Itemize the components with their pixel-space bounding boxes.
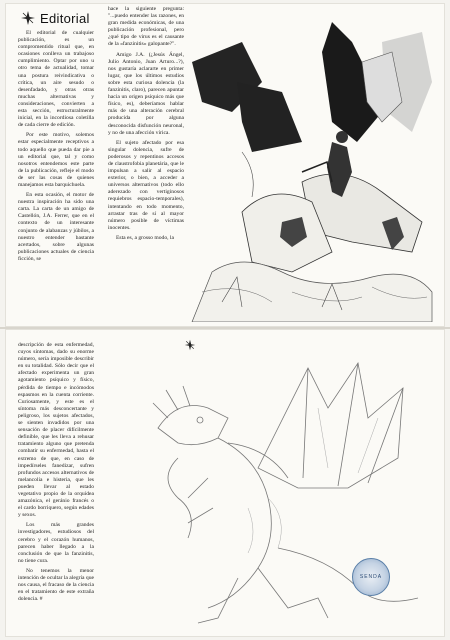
dragon-illustration: [118, 348, 438, 632]
paragraph: descripción de esta enfermedad, cuyos síntomas, dado su enorme número, sería imposible describir en su totalidad. Sólo decir que el afectado experimenta un gran agotamiento psíquico y físico, pérdida de tiempo e incómodos espasmos en la cuenta corriente. Curiosamente, y este es el síntoma más desconcertante y peligroso, los sujetos afectados, se sienten invadidos por una sensación de placer difícilmente definible, que les lleva a rehusar tratamiento alguno que pretenda combatir su enfermedad, hasta el extremo de que, en caso de impedírseles fanedizar, sufren profundos accesos alternativos de melancolía e histeria, que les pueden llevar al estado vegetativo propio de la orquídea amazónica, el geránio francés o el cardo borriquero, según edades y sexos.: [18, 342, 94, 519]
paragraph: Los más grandes investigadores, estudiosos del cerebro y el corazón humanos, parecen haber llegado a la conclusión de que la fanzinitis, no tiene cura.: [18, 522, 94, 564]
paragraph: No tenemos la menor intención de ocultar la alegría que nos causa, el fracaso de la ciencia en el tratamiento de este extraña dolencia. #: [18, 567, 94, 603]
editorial-column-3: [18, 342, 94, 606]
warriors-illustration: [182, 22, 438, 322]
paragraph: El editorial de cualquier publicación, es un compromentido ritual que, en ocasiones conlleva un trabajoso cumplimiento. Optar por uno u otro tema de actualidad, tomar una postura reivindicativa o crítica, un aire sesudo o desenfadado, y otras otras muchas alternativas y consideraciones, convierten a esta sección, estructuralmente inicial, en la incordiosa coletilla de cada cierre de edición.: [18, 30, 94, 129]
compass-logo-icon: [20, 10, 36, 26]
paragraph: Esta es, a grosso modo, la: [116, 234, 174, 241]
stamp-text: SENDA: [359, 574, 383, 580]
senda-stamp: [352, 558, 390, 596]
top-page: [6, 4, 444, 326]
paragraph: Amigo J.A. (¿Jesús Ángel, Julio Antonio, Juan Arturo...?), nos gustaría aclararte en primer lugar, que los últimos estudios sobre esta curiosa dolencia (la fanzinitis, claro), parecen apuntar hacia un origen psíquico más que físico, es), deberíamos hablar más de una alteración cerebral producida por alguna desconocida disfunción neuronal, y no de una afección vírica.: [108, 51, 184, 136]
paragraph: El sujeto afectado por esa singular dolencia, sufre de poderosos y repentinos accesos de claustrofobia planetária, que le impulsan a salir al espacio exterior, o bien, a acceder a universos alternativos (todo ello aderezado con vertiginosos requiebros espacio-temporales), intentando en todo momento, arrastar tras de sí al mayor número posible de víctimas inocentes.: [108, 139, 184, 231]
paragraph: En esta ocasión, el motor de nuestra inspiración ha sido una carta. La carta de un amigo de Castellón, J.A. Ferrer, que en el contexto de un interesante conjunto de alabanzas y júbilos, a nuestro entender bastante acertados, sobre algunas publicaciones actuales de ciencia ficción, se: [18, 192, 94, 262]
editorial-title: Editorial: [40, 10, 90, 26]
bottom-page: [6, 330, 444, 636]
editorial-column-1: [18, 30, 94, 266]
paragraph: hace la siguiente pregunta: "...puedo entender las razones, en gran medida económicas, de una publicación profesional, pero ¿qué tipo de virus es el causante de la «fanzinitis» galopante?".: [108, 6, 184, 48]
editorial-header: [20, 10, 90, 26]
page-fold: [0, 327, 450, 329]
paragraph: Por este motivo, solemos estar especialmente receptivos a todo aquello que pueda dar pie a un editorial que, tal y como nosotros entendemos este parte de la publicación, refleje el modo de ser las cosas de quienes manejamos esta barquichuela.: [18, 132, 94, 188]
editorial-column-2: [108, 6, 184, 245]
